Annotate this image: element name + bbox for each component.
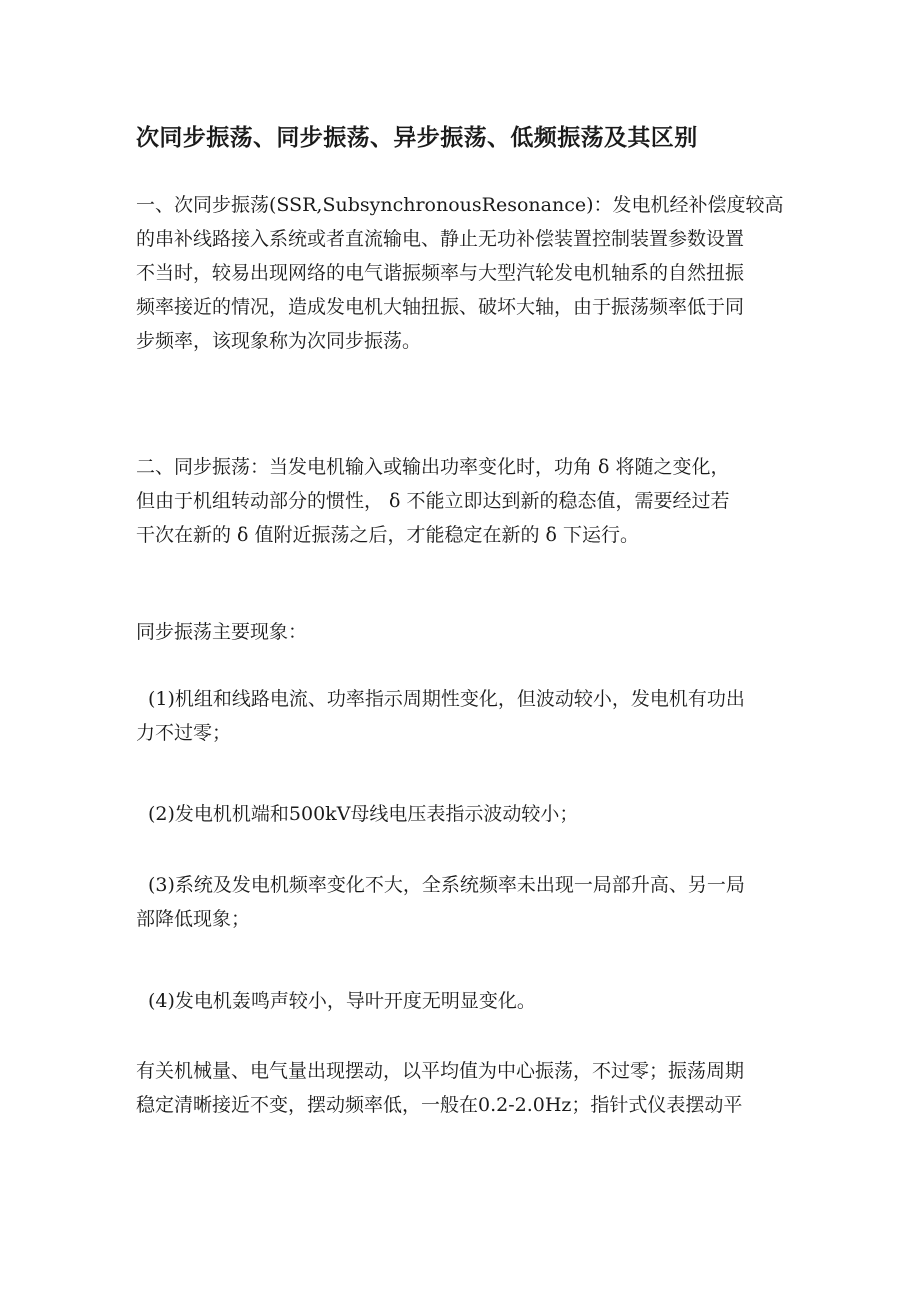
paragraph-ssr-definition bbox=[136, 188, 782, 358]
list-item-4 bbox=[136, 984, 794, 1018]
list-item-2 bbox=[136, 797, 794, 831]
text-line: 部降低现象； bbox=[136, 908, 251, 930]
text-line: 稳定清晰接近不变，摆动频率低，一般在0.2-2.0Hz；指针式仪表摆动平 bbox=[136, 1094, 743, 1116]
paragraph-synchronous-oscillation bbox=[136, 450, 782, 552]
paragraph-phenomena-heading bbox=[136, 615, 782, 649]
text-line: (2)发电机机端和500kV母线电压表指示波动较小； bbox=[148, 803, 579, 825]
text-line: (3)系统及发电机频率变化不大，全系统频率未出现一局部升高、另一局 bbox=[148, 874, 745, 896]
text-line: 力不过零； bbox=[136, 722, 232, 744]
text-line: 步频率，该现象称为次同步振荡。 bbox=[136, 330, 422, 352]
text-line: 不当时，较易出现网络的电气谐振频率与大型汽轮发电机轴系的自然扭振 bbox=[136, 262, 745, 284]
text-line: 频率接近的情况，造成发电机大轴扭振、破坏大轴，由于振荡频率低于同 bbox=[136, 296, 745, 318]
text-line: 干次在新的 δ 值附近振荡之后，才能稳定在新的 δ 下运行。 bbox=[136, 524, 640, 546]
text-line: (4)发电机轰鸣声较小，导叶开度无明显变化。 bbox=[148, 990, 536, 1012]
text-line: 的串补线路接入系统或者直流输电、静止无功补偿装置控制装置参数设置 bbox=[136, 228, 745, 250]
paragraph-characteristics bbox=[136, 1054, 782, 1122]
list-item-3 bbox=[136, 868, 794, 936]
text-line: 一、次同步振荡(SSR,SubsynchronousResonance)：发电机经补偿度较高 bbox=[136, 194, 784, 216]
text-line: 有关机械量、电气量出现摆动，以平均值为中心振荡，不过零；振荡周期 bbox=[136, 1060, 745, 1082]
text-line: 但由于机组转动部分的惯性， δ 不能立即达到新的稳态值，需要经过若 bbox=[136, 490, 730, 512]
list-item-1 bbox=[136, 682, 794, 750]
document-title: 次同步振荡、同步振荡、异步振荡、低频振荡及其区别 bbox=[136, 125, 698, 151]
text-line: 同步振荡主要现象： bbox=[136, 621, 308, 643]
text-line: 二、同步振荡：当发电机输入或输出功率变化时，功角 δ 将随之变化， bbox=[136, 456, 730, 478]
text-line: (1)机组和线路电流、功率指示周期性变化，但波动较小，发电机有功出 bbox=[148, 688, 745, 710]
